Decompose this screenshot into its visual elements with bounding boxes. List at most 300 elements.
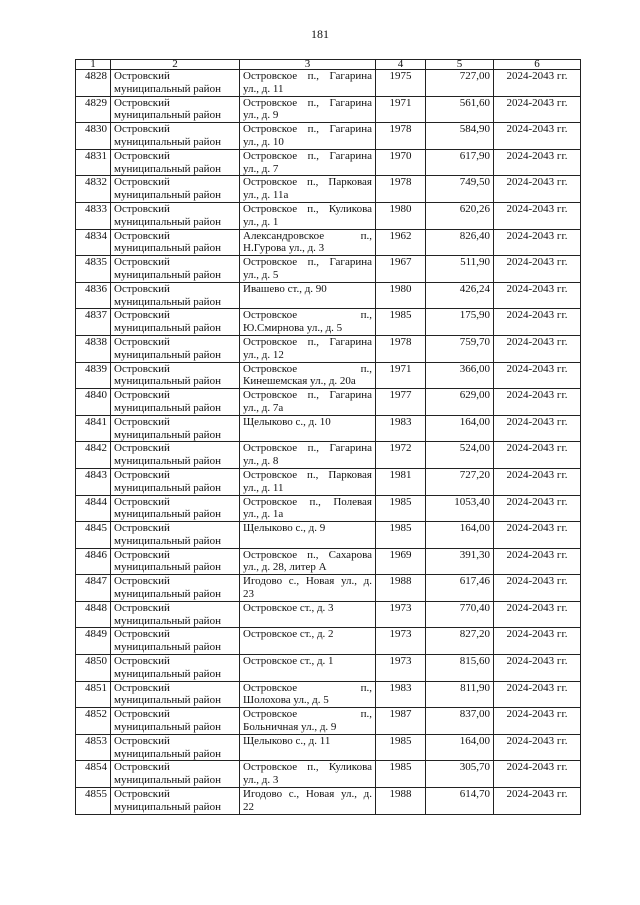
address-cell [240, 734, 376, 761]
area-cell: 366,00 [426, 362, 494, 389]
district-line-2: муниципальный район [114, 508, 221, 521]
district-line-2: муниципальный район [114, 588, 221, 601]
area-cell: 164,00 [426, 522, 494, 549]
district-line-1: Островский [114, 309, 170, 322]
row-number: 4831 [76, 149, 111, 176]
address-line-1: Ивашево ст., д. 90 [243, 282, 327, 295]
period-cell: 2024-2043 гг. [494, 601, 581, 628]
table-row [76, 176, 581, 203]
address-cell [240, 495, 376, 522]
row-number: 4837 [76, 309, 111, 336]
area-cell: 815,60 [426, 655, 494, 682]
area-cell: 561,60 [426, 96, 494, 123]
table-row [76, 442, 581, 469]
district-cell [111, 123, 240, 150]
period-cell: 2024-2043 гг. [494, 96, 581, 123]
district-line-1: Островский [114, 601, 170, 614]
district-line-2: муниципальный район [114, 375, 221, 388]
period-cell: 2024-2043 гг. [494, 548, 581, 575]
row-number: 4833 [76, 202, 111, 229]
address-cell [240, 655, 376, 682]
district-cell [111, 788, 240, 815]
address-line-2: ул., д. 11а [243, 189, 289, 202]
row-number: 4841 [76, 415, 111, 442]
row-number: 4853 [76, 734, 111, 761]
table-row [76, 734, 581, 761]
area-cell: 1053,40 [426, 495, 494, 522]
area-cell: 749,50 [426, 176, 494, 203]
row-number: 4830 [76, 123, 111, 150]
address-line-2: ул., д. 11 [243, 481, 284, 494]
address-cell [240, 256, 376, 283]
year-cell: 1962 [376, 229, 426, 256]
address-cell [240, 575, 376, 602]
district-line-2: муниципальный район [114, 268, 221, 281]
period-cell: 2024-2043 гг. [494, 123, 581, 150]
address-line-2: Шолохова ул., д. 5 [243, 694, 329, 707]
address-line-1: Островское ст., д. 2 [243, 628, 334, 641]
row-number: 4843 [76, 468, 111, 495]
table-row [76, 362, 581, 389]
address-line-1: Островское п., Полевая [243, 495, 372, 508]
period-cell: 2024-2043 гг. [494, 149, 581, 176]
period-cell: 2024-2043 гг. [494, 70, 581, 97]
address-cell [240, 309, 376, 336]
column-header-6: 6 [494, 60, 581, 70]
row-number: 4854 [76, 761, 111, 788]
year-cell: 1972 [376, 442, 426, 469]
address-cell [240, 96, 376, 123]
address-line-1: Островское п., Гагарина [243, 335, 372, 348]
period-cell: 2024-2043 гг. [494, 628, 581, 655]
district-cell [111, 202, 240, 229]
address-line-1: Островское п., Парковая [243, 176, 372, 189]
table-row [76, 335, 581, 362]
district-line-1: Островский [114, 548, 170, 561]
table-row [76, 202, 581, 229]
period-cell: 2024-2043 гг. [494, 575, 581, 602]
area-cell: 175,90 [426, 309, 494, 336]
address-line-1: Островское п., Гагарина [243, 149, 372, 162]
address-cell [240, 548, 376, 575]
year-cell: 1988 [376, 575, 426, 602]
area-cell: 391,30 [426, 548, 494, 575]
area-cell: 617,90 [426, 149, 494, 176]
district-line-2: муниципальный район [114, 614, 221, 627]
table-row [76, 309, 581, 336]
year-cell: 1983 [376, 681, 426, 708]
address-line-2: ул., д. 11 [243, 82, 284, 95]
year-cell: 1978 [376, 176, 426, 203]
table-row [76, 282, 581, 309]
address-cell [240, 123, 376, 150]
district-cell [111, 389, 240, 416]
year-cell: 1978 [376, 123, 426, 150]
address-line-1: Островское п., Сахарова [243, 548, 372, 561]
address-cell [240, 415, 376, 442]
address-line-1: Игодово с., Новая ул., д. [243, 788, 372, 801]
year-cell: 1980 [376, 282, 426, 309]
district-line-1: Островский [114, 123, 170, 136]
year-cell: 1977 [376, 389, 426, 416]
address-line-2: Н.Гурова ул., д. 3 [243, 242, 325, 255]
row-number: 4852 [76, 708, 111, 735]
row-number: 4844 [76, 495, 111, 522]
period-cell: 2024-2043 гг. [494, 256, 581, 283]
district-line-2: муниципальный район [114, 322, 221, 335]
year-cell: 1971 [376, 96, 426, 123]
district-line-1: Островский [114, 522, 170, 535]
district-line-2: муниципальный район [114, 215, 221, 228]
column-header-4: 4 [376, 60, 426, 70]
year-cell: 1970 [376, 149, 426, 176]
district-line-1: Островский [114, 628, 170, 641]
area-cell: 524,00 [426, 442, 494, 469]
district-line-1: Островский [114, 788, 170, 801]
period-cell: 2024-2043 гг. [494, 734, 581, 761]
address-line-1: Островское ст., д. 1 [243, 655, 334, 668]
column-header-3: 3 [240, 60, 376, 70]
district-cell [111, 70, 240, 97]
table-row [76, 522, 581, 549]
address-line-1: Островское п., Куликова [243, 761, 372, 774]
table-row [76, 229, 581, 256]
year-cell: 1981 [376, 468, 426, 495]
address-line-2: ул., д. 28, литер А [243, 561, 327, 574]
year-cell: 1978 [376, 335, 426, 362]
address-cell [240, 761, 376, 788]
district-cell [111, 601, 240, 628]
year-cell: 1985 [376, 309, 426, 336]
year-cell: 1988 [376, 788, 426, 815]
row-number: 4832 [76, 176, 111, 203]
row-number: 4848 [76, 601, 111, 628]
area-cell: 629,00 [426, 389, 494, 416]
address-cell [240, 468, 376, 495]
address-line-1: Островское п., Гагарина [243, 96, 372, 109]
address-line-1: Островское п., Парковая [243, 468, 372, 481]
area-cell: 584,90 [426, 123, 494, 150]
address-line-1: Островское п., Гагарина [243, 389, 372, 402]
area-cell: 811,90 [426, 681, 494, 708]
district-cell [111, 655, 240, 682]
address-line-1: Игодово с., Новая ул., д. [243, 575, 372, 588]
period-cell: 2024-2043 гг. [494, 655, 581, 682]
area-cell: 305,70 [426, 761, 494, 788]
district-line-1: Островский [114, 495, 170, 508]
table-row [76, 575, 581, 602]
district-line-2: муниципальный район [114, 109, 221, 122]
district-cell [111, 282, 240, 309]
year-cell: 1975 [376, 70, 426, 97]
address-line-1: Островское п., [243, 309, 372, 322]
district-line-2: муниципальный район [114, 401, 221, 414]
district-cell [111, 176, 240, 203]
year-cell: 1987 [376, 708, 426, 735]
register-table [75, 59, 581, 815]
row-number: 4850 [76, 655, 111, 682]
district-cell [111, 335, 240, 362]
address-line-2: ул., д. 10 [243, 135, 284, 148]
address-line-2: ул., д. 7 [243, 162, 279, 175]
address-cell [240, 335, 376, 362]
district-line-1: Островский [114, 389, 170, 402]
district-line-1: Островский [114, 415, 170, 428]
year-cell: 1967 [376, 256, 426, 283]
address-line-1: Щелыково с., д. 9 [243, 522, 326, 535]
district-cell [111, 149, 240, 176]
row-number: 4847 [76, 575, 111, 602]
district-line-1: Островский [114, 655, 170, 668]
district-cell [111, 548, 240, 575]
address-line-2: Ю.Смирнова ул., д. 5 [243, 322, 343, 335]
area-cell: 727,00 [426, 70, 494, 97]
district-cell [111, 362, 240, 389]
year-cell: 1969 [376, 548, 426, 575]
district-line-1: Островский [114, 681, 170, 694]
district-line-2: муниципальный район [114, 721, 221, 734]
row-number: 4838 [76, 335, 111, 362]
address-cell [240, 628, 376, 655]
district-line-1: Островский [114, 362, 170, 375]
row-number: 4855 [76, 788, 111, 815]
area-cell: 759,70 [426, 335, 494, 362]
row-number: 4834 [76, 229, 111, 256]
district-line-1: Островский [114, 761, 170, 774]
district-line-2: муниципальный район [114, 242, 221, 255]
column-number-row [76, 60, 581, 70]
table-row [76, 495, 581, 522]
year-cell: 1973 [376, 628, 426, 655]
table-row [76, 256, 581, 283]
year-cell: 1980 [376, 202, 426, 229]
address-line-2: Кинешемская ул., д. 20а [243, 375, 356, 388]
period-cell: 2024-2043 гг. [494, 468, 581, 495]
district-cell [111, 415, 240, 442]
district-line-2: муниципальный район [114, 189, 221, 202]
address-line-1: Александровское п., [243, 229, 372, 242]
period-cell: 2024-2043 гг. [494, 335, 581, 362]
district-line-1: Островский [114, 734, 170, 747]
district-line-1: Островский [114, 202, 170, 215]
year-cell: 1983 [376, 415, 426, 442]
area-cell: 614,70 [426, 788, 494, 815]
address-cell [240, 601, 376, 628]
period-cell: 2024-2043 гг. [494, 309, 581, 336]
district-line-1: Островский [114, 282, 170, 295]
address-line-1: Островское п., [243, 708, 372, 721]
address-cell [240, 282, 376, 309]
period-cell: 2024-2043 гг. [494, 415, 581, 442]
year-cell: 1973 [376, 655, 426, 682]
district-cell [111, 734, 240, 761]
district-line-2: муниципальный район [114, 162, 221, 175]
column-header-2: 2 [111, 60, 240, 70]
column-header-1: 1 [76, 60, 111, 70]
district-cell [111, 761, 240, 788]
address-line-2: ул., д. 3 [243, 774, 279, 787]
table-row [76, 70, 581, 97]
address-cell [240, 442, 376, 469]
row-number: 4836 [76, 282, 111, 309]
district-line-2: муниципальный район [114, 667, 221, 680]
district-cell [111, 708, 240, 735]
table-row [76, 601, 581, 628]
table-row [76, 628, 581, 655]
district-line-1: Островский [114, 256, 170, 269]
table-row [76, 96, 581, 123]
district-line-2: муниципальный район [114, 641, 221, 654]
district-line-1: Островский [114, 149, 170, 162]
period-cell: 2024-2043 гг. [494, 761, 581, 788]
period-cell: 2024-2043 гг. [494, 495, 581, 522]
district-line-1: Островский [114, 442, 170, 455]
period-cell: 2024-2043 гг. [494, 522, 581, 549]
table-row [76, 681, 581, 708]
address-line-1: Островское п., Куликова [243, 202, 372, 215]
district-line-1: Островский [114, 468, 170, 481]
address-line-2: ул., д. 5 [243, 268, 279, 281]
district-line-2: муниципальный район [114, 135, 221, 148]
row-number: 4842 [76, 442, 111, 469]
district-line-1: Островский [114, 176, 170, 189]
address-line-2: ул., д. 9 [243, 109, 279, 122]
address-line-1: Щелыково с., д. 10 [243, 415, 331, 428]
district-cell [111, 96, 240, 123]
period-cell: 2024-2043 гг. [494, 788, 581, 815]
district-line-2: муниципальный район [114, 428, 221, 441]
address-line-1: Островское ст., д. 3 [243, 601, 334, 614]
row-number: 4828 [76, 70, 111, 97]
period-cell: 2024-2043 гг. [494, 389, 581, 416]
district-cell [111, 628, 240, 655]
address-line-2: 22 [243, 800, 254, 813]
table-row [76, 468, 581, 495]
district-line-2: муниципальный район [114, 481, 221, 494]
district-line-1: Островский [114, 229, 170, 242]
period-cell: 2024-2043 гг. [494, 708, 581, 735]
address-line-2: Больничная ул., д. 9 [243, 721, 337, 734]
row-number: 4846 [76, 548, 111, 575]
register-table-body [76, 60, 581, 815]
period-cell: 2024-2043 гг. [494, 202, 581, 229]
address-cell [240, 362, 376, 389]
district-line-2: муниципальный район [114, 348, 221, 361]
row-number: 4829 [76, 96, 111, 123]
district-cell [111, 229, 240, 256]
district-cell [111, 495, 240, 522]
district-cell [111, 575, 240, 602]
address-line-2: ул., д. 1 [243, 215, 279, 228]
area-cell: 164,00 [426, 734, 494, 761]
area-cell: 770,40 [426, 601, 494, 628]
district-cell [111, 681, 240, 708]
district-line-1: Островский [114, 96, 170, 109]
area-cell: 727,20 [426, 468, 494, 495]
address-cell [240, 708, 376, 735]
table-row [76, 415, 581, 442]
district-line-2: муниципальный район [114, 747, 221, 760]
period-cell: 2024-2043 гг. [494, 681, 581, 708]
address-cell [240, 389, 376, 416]
district-line-2: муниципальный район [114, 561, 221, 574]
row-number: 4840 [76, 389, 111, 416]
area-cell: 620,26 [426, 202, 494, 229]
row-number: 4851 [76, 681, 111, 708]
district-cell [111, 522, 240, 549]
year-cell: 1985 [376, 495, 426, 522]
district-line-2: муниципальный район [114, 800, 221, 813]
table-row [76, 548, 581, 575]
year-cell: 1971 [376, 362, 426, 389]
district-line-2: муниципальный район [114, 774, 221, 787]
address-cell [240, 788, 376, 815]
district-line-2: муниципальный район [114, 694, 221, 707]
row-number: 4849 [76, 628, 111, 655]
table-row [76, 708, 581, 735]
column-header-5: 5 [426, 60, 494, 70]
area-cell: 826,40 [426, 229, 494, 256]
row-number: 4839 [76, 362, 111, 389]
year-cell: 1985 [376, 761, 426, 788]
address-line-1: Островское п., Гагарина [243, 123, 372, 136]
address-cell [240, 681, 376, 708]
address-line-2: ул., д. 1а [243, 508, 284, 521]
area-cell: 164,00 [426, 415, 494, 442]
area-cell: 511,90 [426, 256, 494, 283]
table-row [76, 149, 581, 176]
year-cell: 1973 [376, 601, 426, 628]
table-row [76, 123, 581, 150]
address-line-2: ул., д. 7а [243, 401, 284, 414]
address-cell [240, 229, 376, 256]
area-cell: 617,46 [426, 575, 494, 602]
area-cell: 426,24 [426, 282, 494, 309]
district-line-2: муниципальный район [114, 295, 221, 308]
address-line-1: Островское п., Гагарина [243, 442, 372, 455]
district-line-1: Островский [114, 335, 170, 348]
address-cell [240, 202, 376, 229]
district-line-2: муниципальный район [114, 534, 221, 547]
address-line-2: 23 [243, 588, 254, 601]
district-cell [111, 309, 240, 336]
table-row [76, 788, 581, 815]
address-line-1: Щелыково с., д. 11 [243, 734, 331, 747]
address-line-1: Островское п., Гагарина [243, 256, 372, 269]
address-cell [240, 70, 376, 97]
table-row [76, 389, 581, 416]
table-row [76, 655, 581, 682]
address-line-2: ул., д. 8 [243, 455, 279, 468]
page-number: 181 [311, 27, 329, 41]
row-number: 4845 [76, 522, 111, 549]
district-line-1: Островский [114, 575, 170, 588]
period-cell: 2024-2043 гг. [494, 442, 581, 469]
address-cell [240, 522, 376, 549]
address-line-1: Островское п., Гагарина [243, 70, 372, 82]
year-cell: 1985 [376, 734, 426, 761]
table-row [76, 761, 581, 788]
period-cell: 2024-2043 гг. [494, 176, 581, 203]
period-cell: 2024-2043 гг. [494, 282, 581, 309]
period-cell: 2024-2043 гг. [494, 229, 581, 256]
district-cell [111, 468, 240, 495]
year-cell: 1985 [376, 522, 426, 549]
district-line-1: Островский [114, 70, 170, 82]
address-cell [240, 149, 376, 176]
address-line-1: Островское п., [243, 681, 372, 694]
period-cell: 2024-2043 гг. [494, 362, 581, 389]
